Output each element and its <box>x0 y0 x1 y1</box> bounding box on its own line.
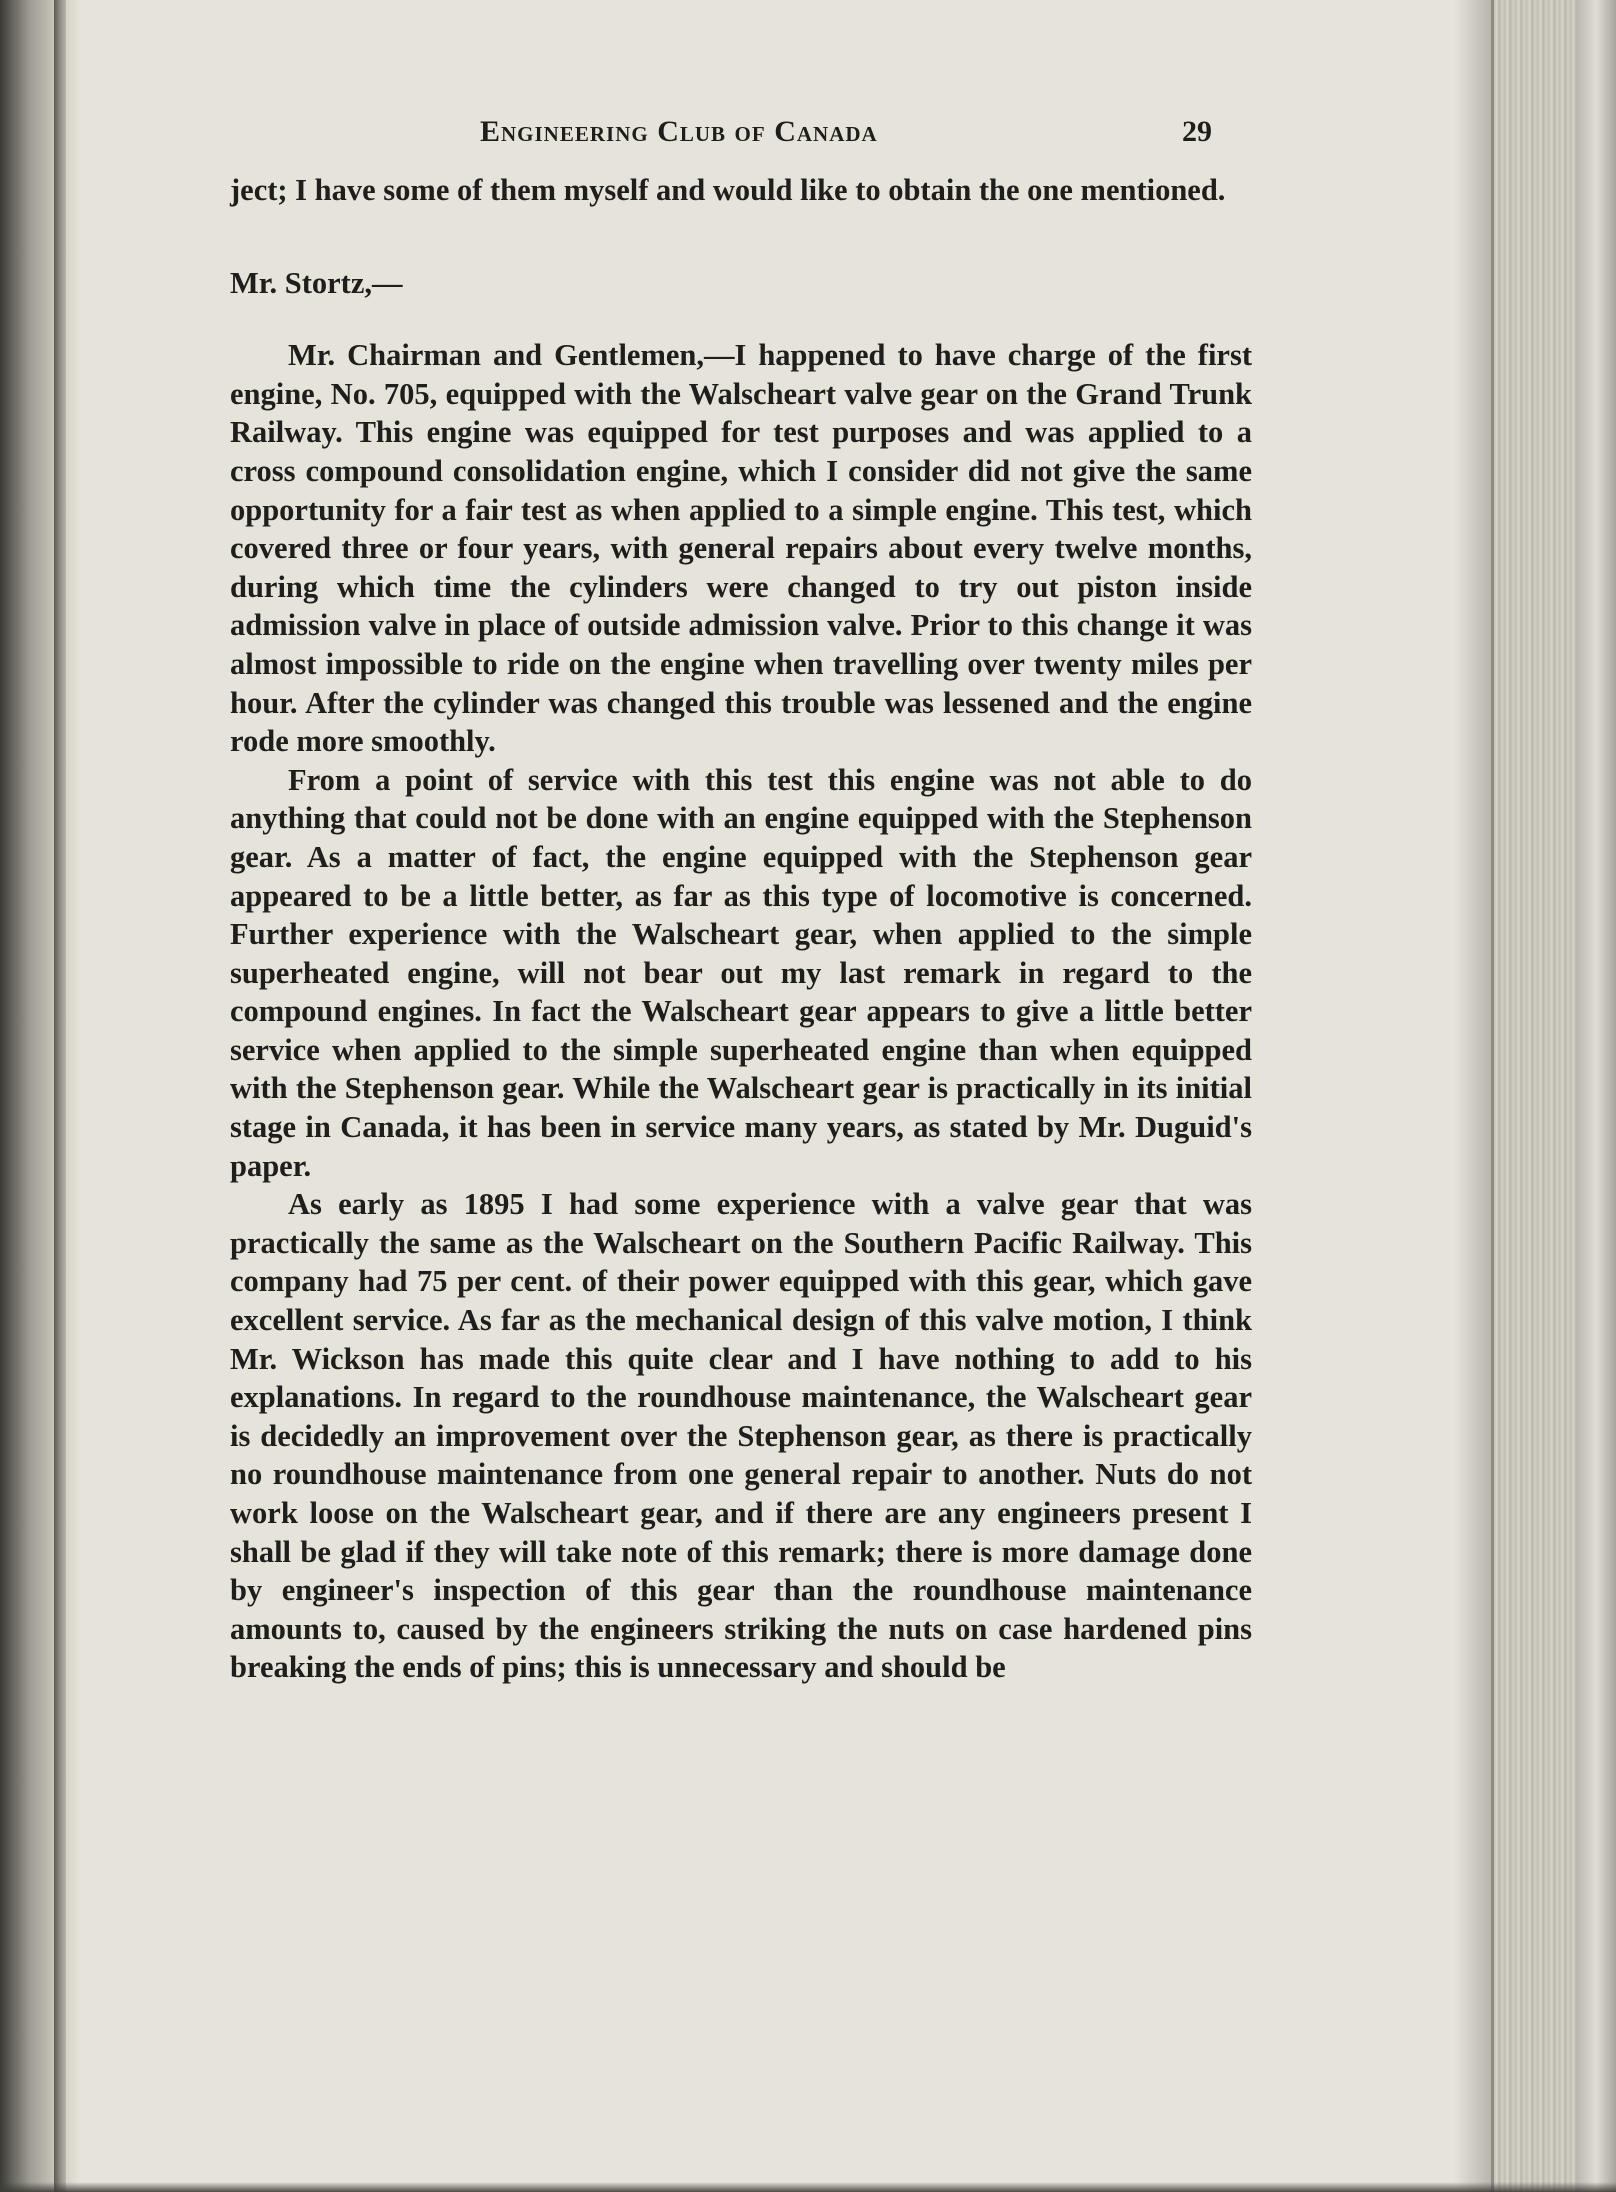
bottom-edge <box>0 2182 1616 2192</box>
body-text <box>230 171 1252 1687</box>
book-spine <box>54 0 66 2192</box>
page-number: 29 <box>1182 115 1212 148</box>
paragraph-3: As early as 1895 I had some experience with a valve gear that was practically the same as the Walscheart on the Southern Pacific Railway. This company had 75 per cent. of their power equipped with this gear, which gave excellent service. As far as the mechanical design of this valve motion, I think Mr. Wickson has made this quite clear and I have nothing to add to his explanations. In regard to the roundhouse maintenance, the Walscheart gear is decidedly an improvement over the Stephenson gear, as there is practically no roundhouse maintenance from one general repair to another. Nuts do not work loose on the Walscheart gear, and if there are any engineers present I shall be glad if they will take note of this remark; there is more damage done by engineer's inspection of this gear than the roundhouse maintenance amounts to, caused by the engineers striking the nuts on case hardened pins breaking the ends of pins; this is unnecessary and should be <box>230 1187 1252 1685</box>
book-gutter <box>0 0 80 2192</box>
speaker-heading: Mr. Stortz,— <box>230 265 403 300</box>
page-edges-outer <box>1576 0 1616 2192</box>
paragraph-2: From a point of service with this test this engine was not able to do anything that could not be done with an engine equipped with the Stephenson gear. As a matter of fact, the engine equipped with the Stephenson gear appeared to be a little better, as far as this type of locomotive is concerned. Further experience with the Walscheart gear, when applied to the simple superheated engine, will not bear out my last remark in regard to the compound engines. In fact the Walscheart gear appears to give a little better service when applied to the simple superheated engine than when equipped with the Stephenson gear. While the Walscheart gear is practically in its initial stage in Canada, it has been in service many years, as stated by Mr. Duguid's paper. <box>230 762 1252 1183</box>
continuation-paragraph: ject; I have some of them myself and would like to obtain the one mentioned. <box>230 173 1226 207</box>
running-title: Engineering Club of Canada <box>480 115 878 148</box>
paragraph-1: Mr. Chairman and Gentlemen,—I happened to have charge of the first engine, No. 705, equipped with the Walscheart valve gear on the Grand Trunk Railway. This engine was equipped for test purposes and was applied to a cross compound consolidation engine, which I consider did not give the same opportunity for a fair test as when applied to a simple engine. This test, which covered three or four years, with general repairs about every twelve months, during which time the cylinders were changed to try out piston inside admission valve in place of outside admission valve. Prior to this change it was almost impossible to ride on the engine when travelling over twenty miles per hour. After the cylinder was changed this trouble was lessened and the engine rode more smoothly. <box>230 338 1252 759</box>
page-edge-shadow <box>1454 0 1494 2192</box>
book-page <box>230 115 1252 1687</box>
running-head <box>230 115 1252 171</box>
